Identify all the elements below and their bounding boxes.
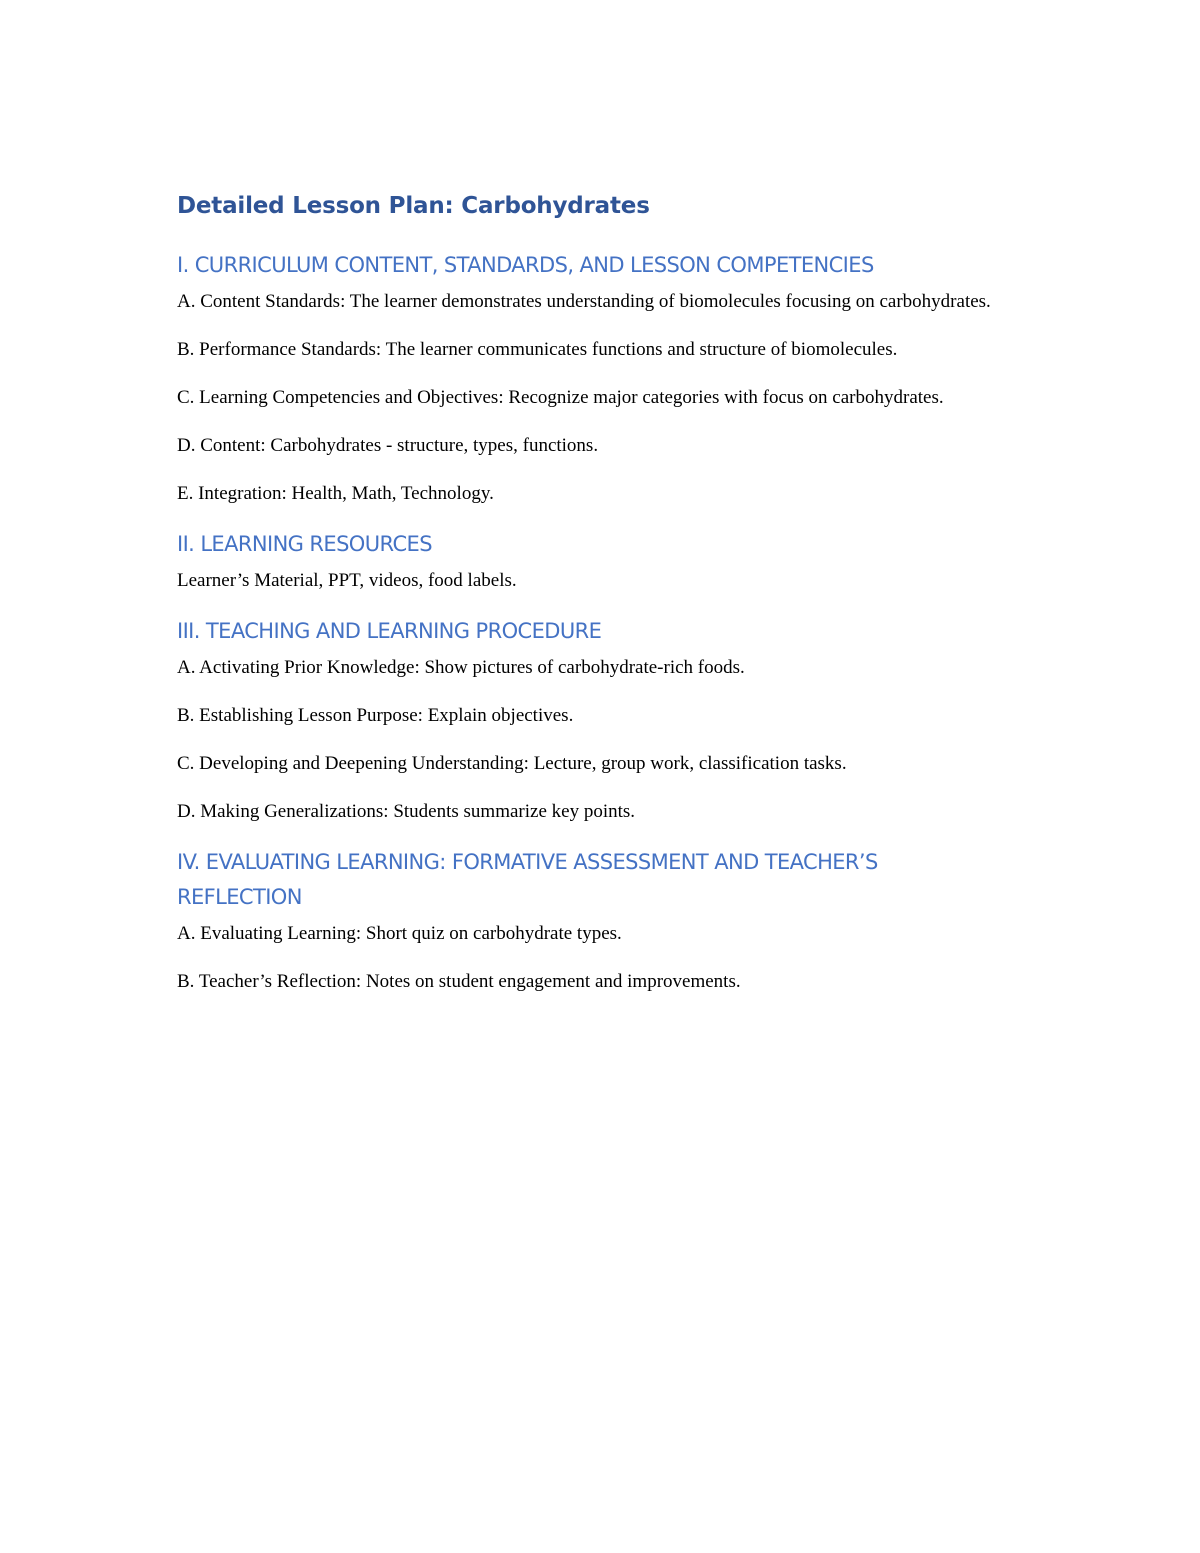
section-heading: III. TEACHING AND LEARNING PROCEDURE bbox=[177, 619, 602, 643]
paragraph-resources: Learner’s Material, PPT, videos, food labels. bbox=[177, 570, 517, 591]
section-heading: II. LEARNING RESOURCES bbox=[177, 532, 432, 556]
paragraph-establishing-purpose: B. Establishing Lesson Purpose: Explain objectives. bbox=[177, 705, 574, 726]
paragraph-teacher-reflection: B. Teacher’s Reflection: Notes on student engagement and improvements. bbox=[177, 971, 741, 992]
section-learning-resources bbox=[177, 527, 1040, 595]
paragraph-learning-competencies: C. Learning Competencies and Objectives: Recognize major categories with focus on carbohydrates. bbox=[177, 387, 944, 408]
paragraph-performance-standards: B. Performance Standards: The learner communicates functions and structure of biomolecules. bbox=[177, 339, 898, 360]
paragraph-making-generalizations: D. Making Generalizations: Students summarize key points. bbox=[177, 801, 636, 822]
paragraph-integration: E. Integration: Health, Math, Technology. bbox=[177, 483, 494, 504]
section-curriculum bbox=[177, 248, 1040, 508]
document-title: Detailed Lesson Plan: Carbohydrates bbox=[177, 193, 650, 219]
section-teaching-procedure bbox=[177, 614, 1040, 826]
section-heading: IV. EVALUATING LEARNING: FORMATIVE ASSESSMENT AND TEACHER’S REFLECTION bbox=[177, 850, 878, 909]
paragraph-evaluating-learning: A. Evaluating Learning: Short quiz on carbohydrate types. bbox=[177, 923, 622, 944]
paragraph-activating-prior-knowledge: A. Activating Prior Knowledge: Show pictures of carbohydrate-rich foods. bbox=[177, 657, 745, 678]
paragraph-developing-understanding: C. Developing and Deepening Understanding: Lecture, group work, classification tasks. bbox=[177, 753, 847, 774]
paragraph-content-standards: A. Content Standards: The learner demonstrates understanding of biomolecules focusing on carbohydrates. bbox=[177, 291, 991, 312]
section-evaluating-learning bbox=[177, 845, 1040, 996]
paragraph-content: D. Content: Carbohydrates - structure, types, functions. bbox=[177, 435, 599, 456]
section-heading: I. CURRICULUM CONTENT, STANDARDS, AND LESSON COMPETENCIES bbox=[177, 253, 874, 277]
